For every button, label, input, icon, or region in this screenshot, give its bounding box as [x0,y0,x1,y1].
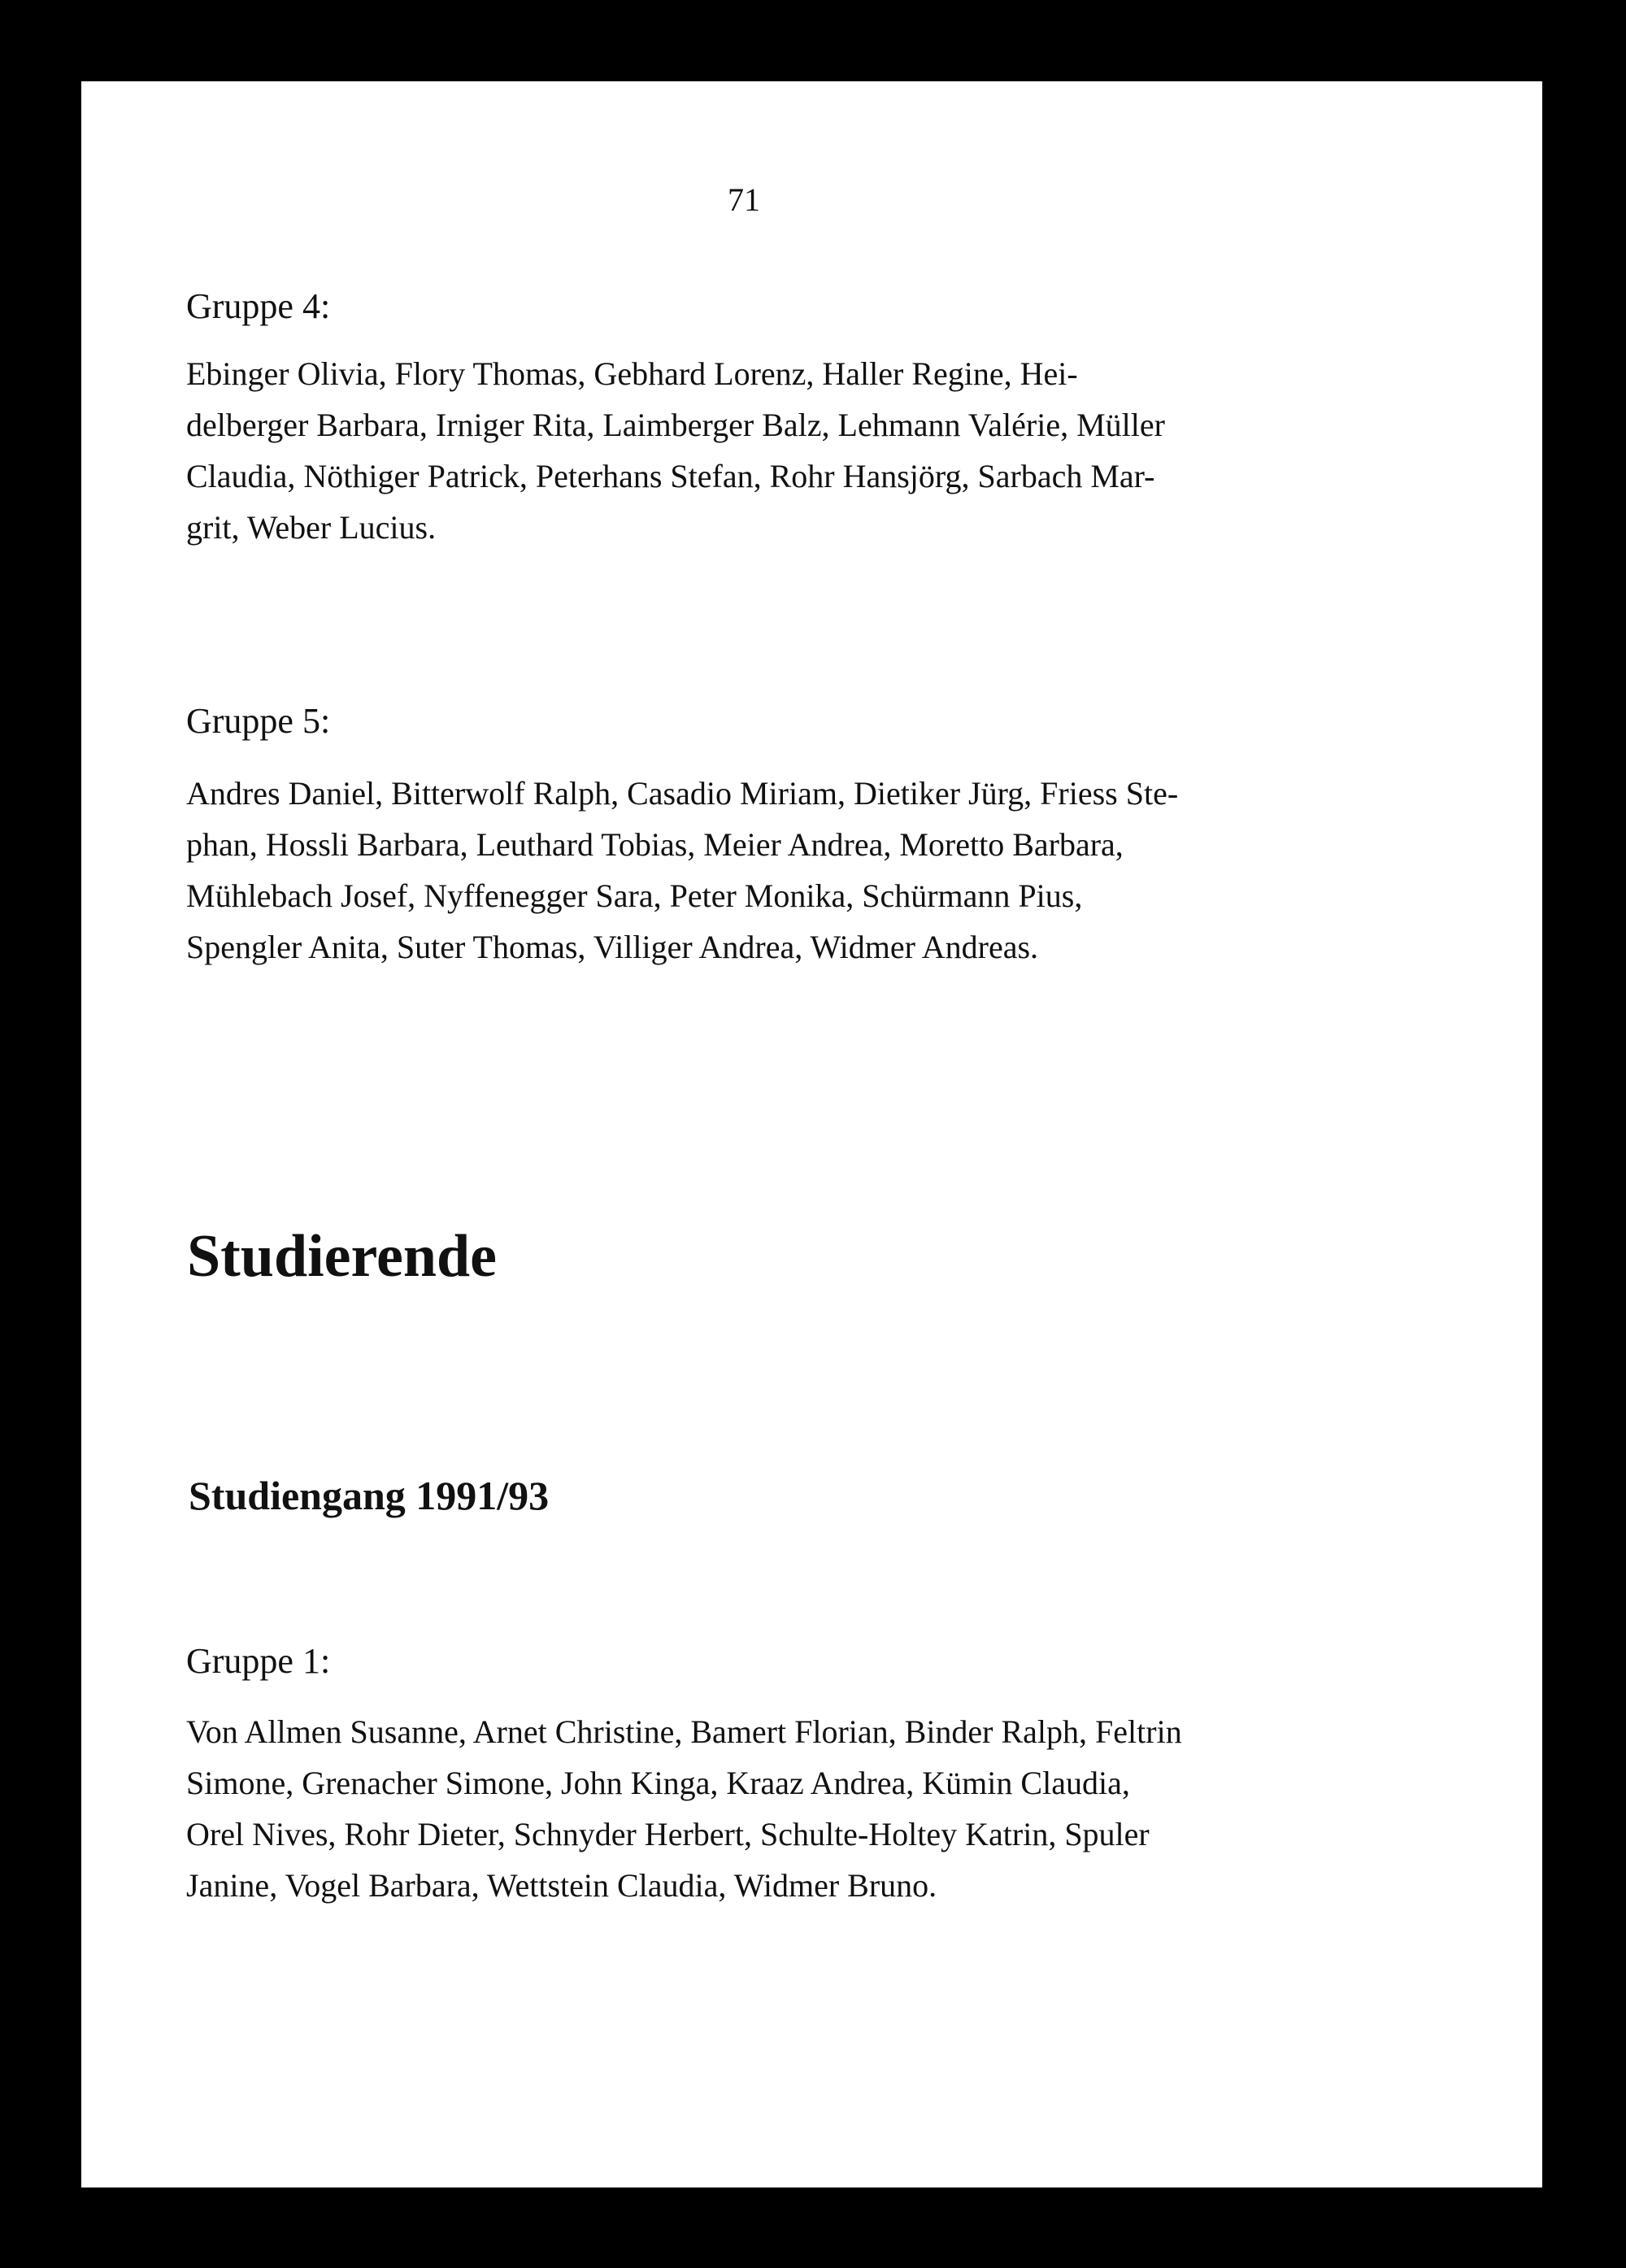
group-members [186,348,1463,553]
member-line: Orel Nives, Rohr Dieter, Schnyder Herbert, Schulte-Holtey Katrin, Spuler [186,1816,1150,1852]
section-title: Studierende [187,1223,498,1290]
group-heading: Gruppe 5: [186,701,331,741]
member-line: delberger Barbara, Irniger Rita, Laimberger Balz, Lehmann Valérie, Müller [186,407,1165,443]
member-line: Claudia, Nöthiger Patrick, Peterhans Stefan, Rohr Hansjörg, Sarbach Mar- [186,458,1155,494]
member-line: Spengler Anita, Suter Thomas, Villiger Andrea, Widmer Andreas. [186,929,1039,965]
member-line: Mühlebach Josef, Nyffenegger Sara, Peter Monika, Schürmann Pius, [186,877,1083,914]
group-heading: Gruppe 4: [186,286,331,326]
group-heading: Gruppe 1: [186,1641,331,1681]
member-line: phan, Hossli Barbara, Leuthard Tobias, Meier Andrea, Moretto Barbara, [186,826,1124,863]
member-line: grit, Weber Lucius. [186,509,437,546]
member-line: Ebinger Olivia, Flory Thomas, Gebhard Lorenz, Haller Regine, Hei- [186,355,1078,392]
member-line: Andres Daniel, Bitterwolf Ralph, Casadio Miriam, Dietiker Jürg, Friess Ste- [186,775,1179,812]
group-members [186,768,1463,973]
member-line: Janine, Vogel Barbara, Wettstein Claudia, Widmer Bruno. [186,1867,937,1904]
group-members [186,1706,1463,1911]
member-line: Von Allmen Susanne, Arnet Christine, Bamert Florian, Binder Ralph, Feltrin [186,1713,1182,1750]
subsection-title: Studiengang 1991/93 [189,1473,550,1518]
page-number: 71 [728,181,760,218]
member-line: Simone, Grenacher Simone, John Kinga, Kraaz Andrea, Kümin Claudia, [186,1765,1130,1801]
